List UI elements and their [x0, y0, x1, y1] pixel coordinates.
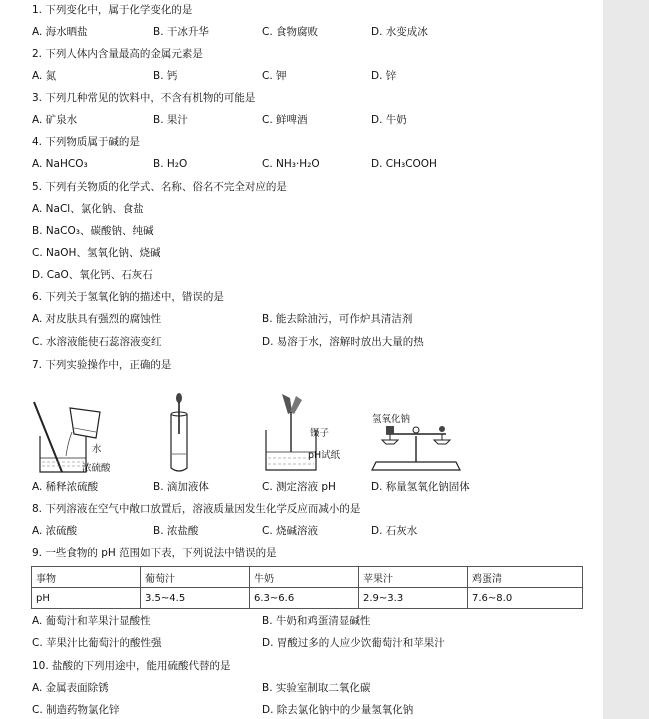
naoh-label: 氢氧化钠 — [372, 414, 411, 425]
option-c: C. 苹果汁比葡萄汁的酸性强 — [32, 637, 162, 649]
acid-label: 浓硫酸 — [82, 463, 111, 474]
question-stem: 7. 下列实验操作中，正确的是 — [32, 359, 172, 371]
option-b: B. 实验室制取二氧化碳 — [262, 682, 371, 694]
option-a: A. 稀释浓硫酸 — [32, 481, 99, 493]
option-d: D. 牛奶 — [371, 114, 407, 126]
option-a: A. 金属表面除锈 — [32, 682, 109, 694]
option-d: D. 水变成冰 — [371, 26, 428, 38]
table-row — [32, 588, 583, 609]
question-stem: 6. 下列关于氢氧化钠的描述中，错误的是 — [32, 291, 224, 303]
option-c: C. 测定溶液 pH — [262, 481, 336, 493]
option-d: D. 锌 — [371, 70, 397, 82]
option-b: B. 浓盐酸 — [153, 525, 199, 537]
dropper-figure — [164, 392, 194, 474]
option-b: B. 果汁 — [153, 114, 188, 126]
table-header-cell: 事物 — [32, 567, 141, 588]
option-a: A. 矿泉水 — [32, 114, 78, 126]
question-stem: 2. 下列人体内含量最高的金属元素是 — [32, 48, 203, 60]
table-cell: 7.6~8.0 — [468, 588, 583, 609]
option-d: D. CaO、氧化钙、石灰石 — [32, 269, 153, 281]
question-stem: 8. 下列溶液在空气中敞口放置后，溶液质量因发生化学反应而减小的是 — [32, 503, 361, 515]
option-c: C. 烧碱溶液 — [262, 525, 319, 537]
option-b: B. 牛奶和鸡蛋清显碱性 — [262, 615, 371, 627]
option-c: C. 鲜啤酒 — [262, 114, 308, 126]
table-header-cell: 鸡蛋清 — [468, 567, 583, 588]
option-d: D. 胃酸过多的人应少饮葡萄汁和苹果汁 — [262, 637, 445, 649]
question-stem: 3. 下列几种常见的饮料中，不含有机物的可能是 — [32, 92, 256, 104]
option-d: D. 易溶于水，溶解时放出大量的热 — [262, 336, 424, 348]
option-a: A. 氮 — [32, 70, 57, 82]
question-stem: 5. 下列有关物质的化学式、名称、俗名不完全对应的是 — [32, 181, 287, 193]
option-c: C. NaOH、氢氧化钠、烧碱 — [32, 247, 161, 259]
option-b: B. 干冰升华 — [153, 26, 209, 38]
water-label: 水 — [92, 444, 102, 455]
option-d: D. CH₃COOH — [371, 158, 437, 170]
option-c: C. NH₃·H₂O — [262, 158, 320, 170]
option-d: D. 石灰水 — [371, 525, 418, 537]
question-stem: 9. 一些食物的 pH 范围如下表，下列说法中错误的是 — [32, 547, 277, 559]
option-a: A. 海水晒盐 — [32, 26, 88, 38]
option-a: A. 对皮肤具有强烈的腐蚀性 — [32, 313, 162, 325]
table-cell: 6.3~6.6 — [250, 588, 359, 609]
option-b: B. 能去除油污，可作炉具清洁剂 — [262, 313, 413, 325]
option-d: D. 称量氢氧化钠固体 — [371, 481, 470, 493]
question-stem: 4. 下列物质属于碱的是 — [32, 136, 140, 148]
table-cell: 3.5~4.5 — [141, 588, 250, 609]
option-b: B. NaCO₃、碳酸钠、纯碱 — [32, 225, 154, 237]
option-a: A. 浓硫酸 — [32, 525, 78, 537]
option-a: A. 葡萄汁和苹果汁显酸性 — [32, 615, 151, 627]
option-c: C. 食物腐败 — [262, 26, 319, 38]
table-header-cell: 苹果汁 — [359, 567, 468, 588]
option-d: D. 除去氯化钠中的少量氢氧化钠 — [262, 704, 414, 716]
balance-figure — [368, 418, 464, 476]
option-c: C. 钾 — [262, 70, 287, 82]
option-a: A. NaHCO₃ — [32, 158, 88, 170]
question-stem: 10. 盐酸的下列用途中，能用硫酸代替的是 — [32, 660, 231, 672]
table-header-cell: 葡萄汁 — [141, 567, 250, 588]
option-c: C. 水溶液能使石蕊溶液变红 — [32, 336, 162, 348]
option-b: B. H₂O — [153, 158, 188, 170]
table-cell: 2.9~3.3 — [359, 588, 468, 609]
table-header-cell: 牛奶 — [250, 567, 359, 588]
ph-paper-label: pH试纸 — [308, 450, 341, 461]
table-cell: pH — [32, 588, 141, 609]
tweezers-label: 镊子 — [310, 428, 330, 439]
option-c: C. 制造药物氯化锌 — [32, 704, 120, 716]
option-b: B. 钙 — [153, 70, 178, 82]
option-a: A. NaCl、氯化钠、食盐 — [32, 203, 144, 215]
table-header-row — [32, 567, 583, 588]
option-b: B. 滴加液体 — [153, 481, 209, 493]
ph-table — [31, 566, 583, 609]
question-stem: 1. 下列变化中，属于化学变化的是 — [32, 4, 193, 16]
